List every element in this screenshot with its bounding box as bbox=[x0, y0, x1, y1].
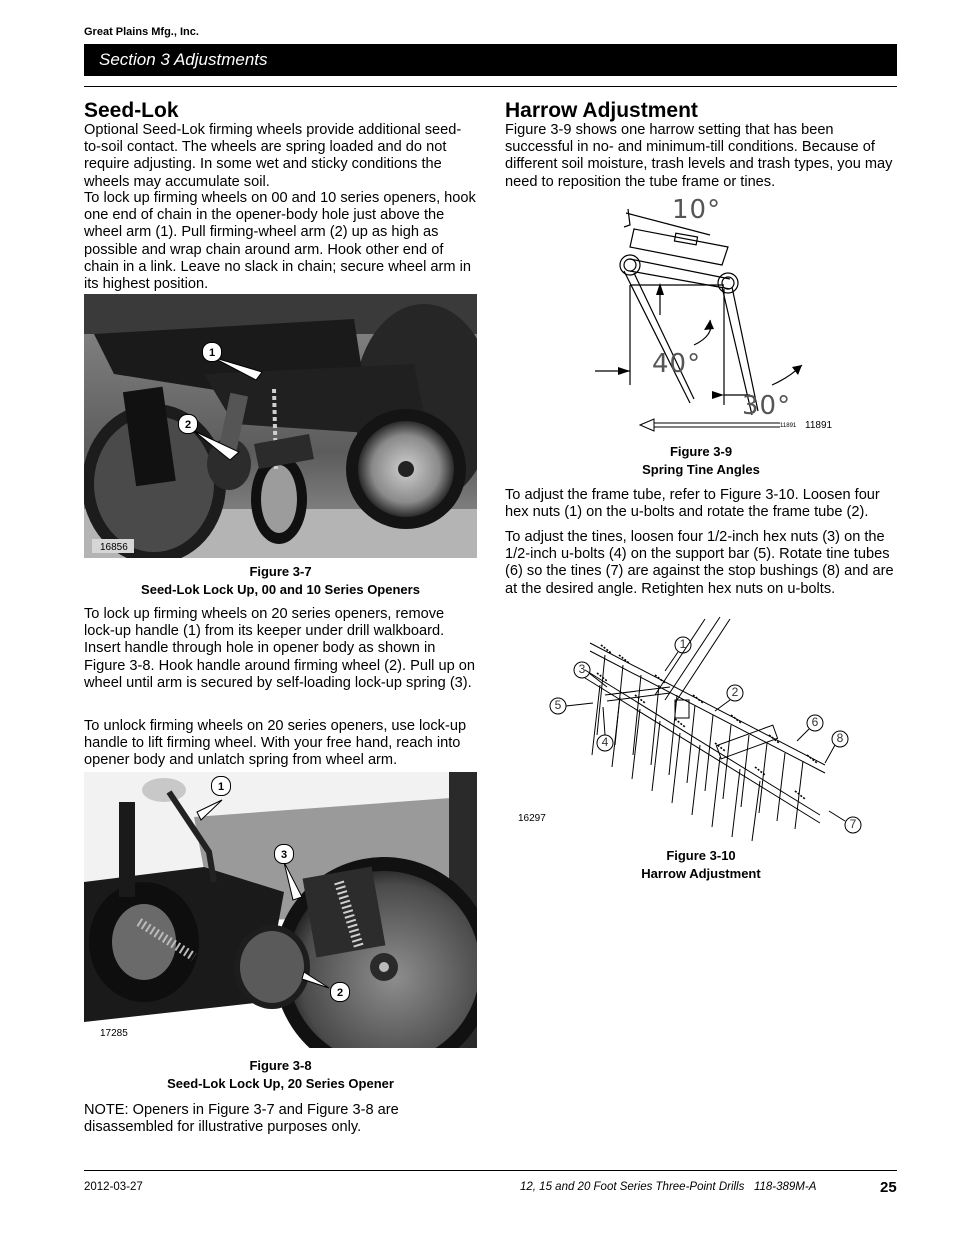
callout-1: 1 bbox=[202, 342, 222, 362]
figure-3-10-id: 16297 bbox=[518, 813, 546, 824]
callout-5: 5 bbox=[554, 698, 562, 712]
caption-title: Harrow Adjustment bbox=[641, 866, 761, 881]
callout-4: 4 bbox=[601, 735, 609, 749]
figure-3-8-photo bbox=[84, 772, 477, 1048]
section-title: Section 3 Adjustments bbox=[99, 50, 268, 69]
callout-7: 7 bbox=[849, 817, 857, 831]
header-rule bbox=[84, 86, 897, 87]
callout-1: 1 bbox=[211, 776, 231, 796]
caption-title: Seed-Lok Lock Up, 20 Series Opener bbox=[167, 1076, 394, 1091]
seed-lok-heading: Seed-Lok bbox=[84, 99, 179, 122]
callout-1: 1 bbox=[679, 637, 687, 651]
figure-id: 11891 bbox=[805, 420, 833, 431]
figure-3-7-caption bbox=[84, 563, 477, 599]
figure-3-9-caption bbox=[505, 443, 897, 479]
figure-3-10-drawing bbox=[545, 615, 875, 845]
caption-number: Figure 3-10 bbox=[666, 848, 736, 863]
figure-id: 17285 bbox=[100, 1028, 128, 1039]
harrow-para-3: To adjust the tines, loosen four 1/2-inch hex nuts (3) on the 1/2-inch u-bolts (4) on the support bar (5). Rotate tine tubes (6) so the tines (7) are against the stop bushings (8) and are at the desired angle. Retighten hex nuts on u-bolts. bbox=[505, 529, 894, 597]
footer-title: 12, 15 and 20 Foot Series Three-Point Drills 118-389M-A bbox=[520, 1181, 817, 1193]
figure-small-id: 11891 bbox=[780, 423, 797, 429]
angle-label-40: 40° bbox=[652, 349, 702, 379]
seed-lok-para-3: To lock up firming wheels on 20 series openers, remove lock-up handle (1) from its keeper under drill walkboard. Insert handle through hole in opener body as shown in Figure 3-8. Hook handle around firming wheel (2). Pull up on wheel until arm is secured by self-loading lock-up spring (3). bbox=[84, 606, 476, 691]
seed-lok-20-series-photo-image bbox=[84, 772, 477, 1048]
seed-lok-para-1: Optional Seed-Lok firming wheels provide additional seed-to-soil contact. The wheels are spring loaded and do not require adjusting. In some wet and sticky conditions the wheels may accumulate soil. bbox=[84, 122, 462, 190]
page-number: 25 bbox=[880, 1179, 897, 1196]
note-paragraph: NOTE: Openers in Figure 3-7 and Figure 3-8 are disassembled for illustrative purposes only. bbox=[84, 1102, 399, 1136]
seed-lok-para-2: To lock up firming wheels on 00 and 10 series openers, hook one end of chain in the opener-body hole just above the wheel arm (1). Pull firming-wheel arm (2) up as high as possible and wrap chain around arm. Hook other end of chain in a link. Leave no slack in chain; secure wheel arm in its highest position. bbox=[84, 190, 476, 293]
angle-label-30: 30° bbox=[742, 391, 792, 421]
seed-lok-para-4: To unlock firming wheels on 20 series openers, use lock-up handle to lift firming wheel. With your free hand, reach into opener body and unlatch spring from wheel arm. bbox=[84, 718, 467, 769]
callout-2: 2 bbox=[330, 982, 350, 1002]
caption-title: Seed-Lok Lock Up, 00 and 10 Series Openers bbox=[141, 582, 420, 597]
harrow-adjustment-heading: Harrow Adjustment bbox=[505, 99, 698, 122]
callout-3: 3 bbox=[274, 844, 294, 864]
caption-number: Figure 3-9 bbox=[669, 444, 733, 459]
harrow-adjustment-diagram bbox=[545, 615, 875, 845]
callout-2: 2 bbox=[178, 414, 198, 434]
section-header-bar bbox=[84, 44, 897, 76]
caption-number: Figure 3-8 bbox=[249, 1058, 312, 1073]
figure-id: 16856 bbox=[100, 542, 128, 553]
callout-2: 2 bbox=[731, 685, 739, 699]
angle-label-10: 10° bbox=[672, 195, 722, 225]
figure-3-7-photo bbox=[84, 294, 477, 558]
spring-tine-angles-diagram bbox=[590, 195, 850, 435]
figure-3-8-caption bbox=[84, 1057, 477, 1093]
company-name: Great Plains Mfg., Inc. bbox=[84, 26, 199, 38]
harrow-para-1: Figure 3-9 shows one harrow setting that has been successful in no- and minimum-till conditions. Because of different soil moisture, trash levels and trash types, you may need to reposition the tube frame or tines. bbox=[505, 122, 893, 190]
callout-8: 8 bbox=[836, 731, 844, 745]
footer-rule bbox=[84, 1170, 897, 1171]
caption-title: Spring Tine Angles bbox=[642, 462, 760, 477]
footer-date: 2012-03-27 bbox=[84, 1181, 143, 1193]
callout-3: 3 bbox=[578, 662, 586, 676]
figure-3-10-caption bbox=[505, 847, 897, 883]
harrow-para-2: To adjust the frame tube, refer to Figure 3-10. Loosen four hex nuts (1) on the u-bolts and rotate the frame tube (2). bbox=[505, 487, 880, 521]
seed-lok-opener-photo-image bbox=[84, 294, 477, 558]
caption-number: Figure 3-7 bbox=[249, 564, 312, 579]
callout-6: 6 bbox=[811, 715, 819, 729]
figure-3-9-drawing bbox=[590, 195, 850, 435]
